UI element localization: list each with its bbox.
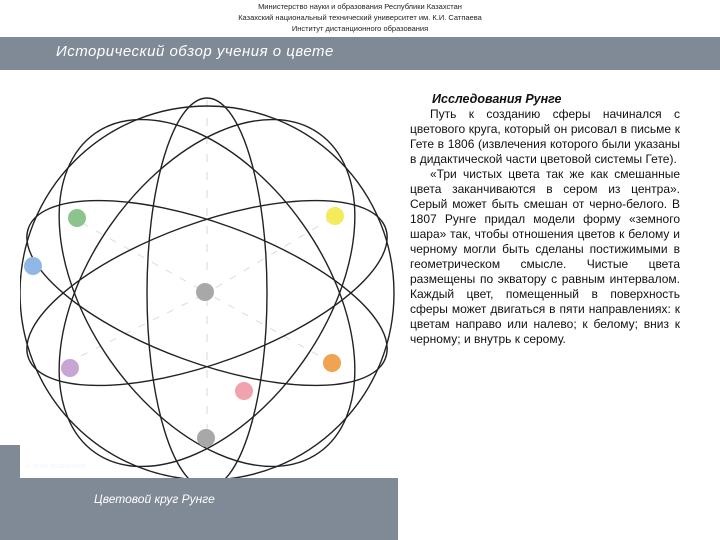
green-dot	[68, 209, 86, 227]
blue-dot	[24, 257, 42, 275]
slide-title: Исторический обзор учения о цвете	[56, 43, 334, 60]
header-line-university: Казахский национальный технический университет им. К.И. Сатпаева	[238, 13, 482, 22]
runge-sphere-diagram	[20, 88, 398, 478]
header-line-ministry: Министерство науки и образования Республики Казахстан	[258, 2, 462, 11]
figure-caption: Цветовой круг Рунге	[94, 492, 215, 506]
gray-bottom-dot	[197, 429, 215, 447]
article-text	[410, 92, 680, 347]
watermark: © echo productions	[26, 463, 87, 470]
yellow-dot	[326, 207, 344, 225]
title-bar	[0, 37, 720, 70]
header-line-institute: Институт дистанционного образования	[291, 24, 429, 33]
article-heading: Исследования Рунге	[432, 92, 562, 106]
article-paragraph-1: Путь к созданию сферы начинался с цветового круга, который он рисовал в письме к Гете в 1806 (извлечения которого были указаны в дидактической части цветовой системы Гете).	[410, 107, 680, 166]
pink-dot	[235, 382, 253, 400]
institution-header	[0, 0, 720, 37]
article-paragraph-2: «Три чистых цвета так же как смешанные цвета заканчиваются в сером из центра». Серый может быть смешан от черно-белого. В 1807 Рунге придал модели форму «земного шара» так, чтобы отношения цветов к белому и черному могли быть сделаны постижимыми в геометрическом смысле. Чистые цвета размещены по экватору с равным интервалом. Каждый цвет, помещенный в поверхность сферы может двигаться в пяти направлениях: к цветам направо или налево; к белому; вниз к черному; и внутрь к серому.	[410, 167, 680, 346]
gray-center-dot	[196, 283, 214, 301]
orange-dot	[323, 354, 341, 372]
purple-dot	[61, 359, 79, 377]
